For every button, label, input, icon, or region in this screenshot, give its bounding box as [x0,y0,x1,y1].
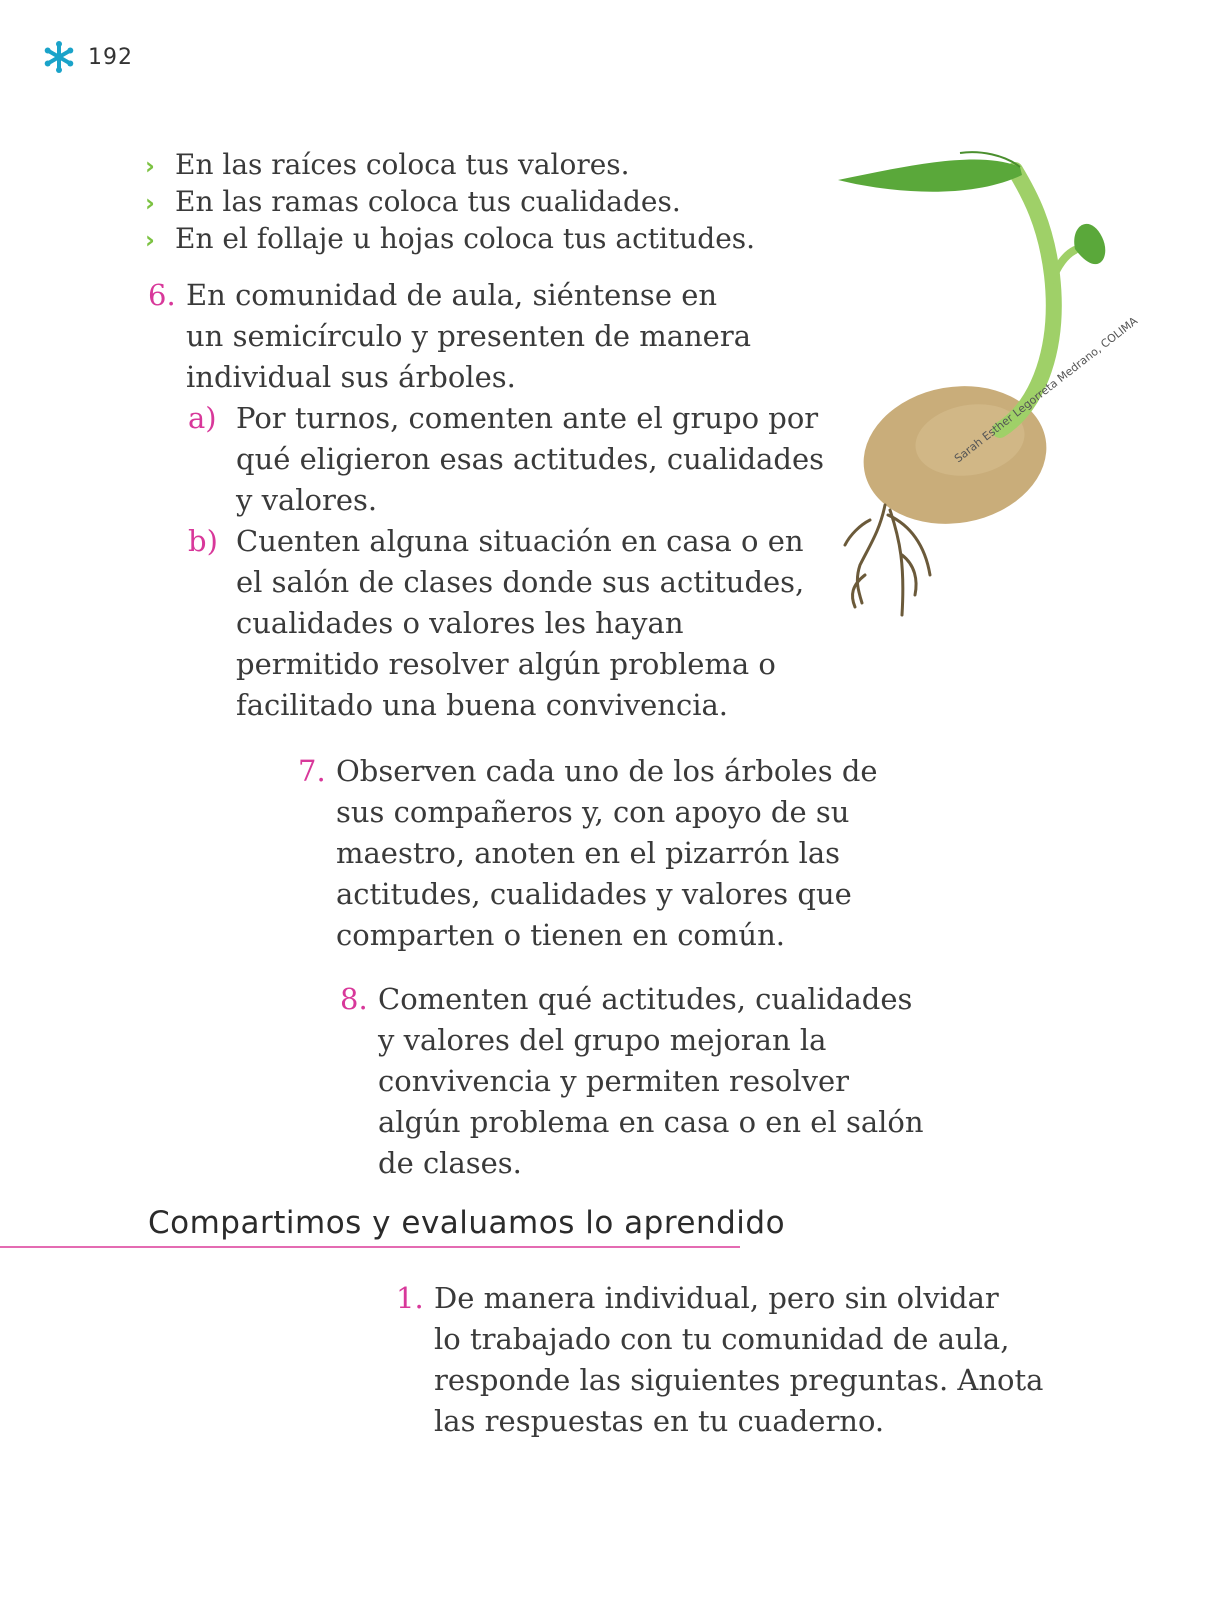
small-leaf [1074,224,1105,264]
chevron-right-icon: › [145,152,155,180]
item-number: 1. [396,1281,424,1315]
item-text: Cuenten alguna situación en casa o en el salón de clases donde sus actitudes, cualidades o valores les hayan permitido resolver algún problema o facilitado una buena convivencia. [236,524,805,722]
activity-item-6a [188,398,824,521]
activity-item-6b [188,521,804,726]
list-item: › En las ramas coloca tus cualidades. [145,184,755,221]
snowflake-icon [40,40,78,74]
item-text: Observen cada uno de los árboles de sus compañeros y, con apoyo de su maestro, anoten en el pizarrón las actitudes, cualidades y valores que comparten o tienen en común. [336,754,878,952]
activity-item-8 [340,979,924,1184]
item-text: Comenten qué actitudes, cualidades y valores del grupo mejoran la convivencia y permiten resolver algún problema en casa o en el salón de clases. [378,982,924,1180]
page-number [40,40,133,74]
activity-item-7 [298,751,878,956]
section-heading: Compartimos y evaluamos lo aprendido [148,1205,786,1241]
item-text: En comunidad de aula, siéntense en un semicírculo y presenten de manera individual sus árboles. [186,278,751,394]
large-leaf [838,159,1022,191]
list-item: › En el follaje u hojas coloca tus actitudes. [145,221,755,258]
sprouting-seed-illustration [830,145,1120,635]
bullet-list [145,147,755,258]
chevron-right-icon: › [145,226,155,254]
page-number-text: 192 [88,44,133,70]
item-number: 6. [148,278,176,312]
list-item: › En las raíces coloca tus valores. [145,147,755,184]
roots [845,505,930,615]
illustration-credit: Sarah Esther Legorreta Medrano, COLIMA [952,314,1141,466]
item-text: Por turnos, comenten ante el grupo por qué eligieron esas actitudes, cualidades y valores. [236,401,825,517]
item-text: De manera individual, pero sin olvidar lo trabajado con tu comunidad de aula, responde las siguientes preguntas. Anota las respuestas en tu cuaderno. [434,1281,1044,1438]
item-letter: b) [188,524,218,558]
item-number: 7. [298,754,326,788]
activity-item-6 [148,275,751,398]
item-number: 8. [340,982,368,1016]
chevron-right-icon: › [145,189,155,217]
evaluation-item-1 [396,1278,1043,1442]
item-letter: a) [188,401,217,435]
heading-underline [0,1246,740,1248]
